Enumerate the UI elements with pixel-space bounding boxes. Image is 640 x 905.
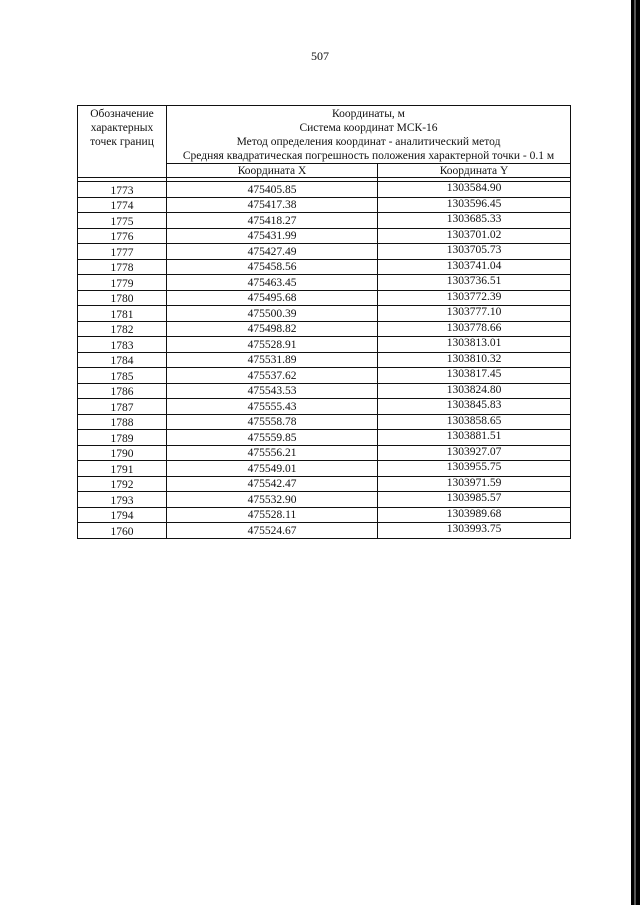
scan-edge bbox=[631, 0, 640, 905]
coord-x-cell: 475556.21 bbox=[167, 445, 378, 461]
coord-y-cell: 1303813.01 bbox=[378, 337, 571, 353]
coordinates-title: Координаты, м bbox=[332, 108, 405, 120]
coord-x-cell: 475495.68 bbox=[167, 290, 378, 306]
point-id-cell: 1789 bbox=[78, 430, 167, 446]
coord-x-cell: 475431.99 bbox=[167, 228, 378, 244]
table-row bbox=[78, 461, 571, 477]
table-row bbox=[78, 290, 571, 306]
coord-y-cell: 1303971.59 bbox=[378, 476, 571, 492]
coord-x-cell: 475463.45 bbox=[167, 275, 378, 291]
coord-x-header: Координата X bbox=[167, 164, 378, 178]
point-id-cell: 1787 bbox=[78, 399, 167, 415]
coord-x-cell: 475405.85 bbox=[167, 182, 378, 198]
coord-x-cell: 475498.82 bbox=[167, 321, 378, 337]
point-id-cell: 1791 bbox=[78, 461, 167, 477]
point-id-cell: 1775 bbox=[78, 213, 167, 229]
point-designation-line: Обозначение bbox=[90, 108, 154, 120]
determination-method: Метод определения координат - аналитический метод bbox=[236, 136, 501, 148]
coord-y-cell: 1303845.83 bbox=[378, 399, 571, 415]
table-row bbox=[78, 244, 571, 260]
table-row bbox=[78, 445, 571, 461]
coord-y-cell: 1303777.10 bbox=[378, 306, 571, 322]
coord-x-cell: 475528.91 bbox=[167, 337, 378, 353]
coordinate-system: Система координат МСК-16 bbox=[299, 122, 438, 134]
coord-y-cell: 1303596.45 bbox=[378, 197, 571, 213]
coord-x-cell: 475555.43 bbox=[167, 399, 378, 415]
coord-y-cell: 1303989.68 bbox=[378, 507, 571, 523]
coordinates-table bbox=[77, 105, 571, 539]
coord-y-cell: 1303810.32 bbox=[378, 352, 571, 368]
point-id-cell: 1774 bbox=[78, 197, 167, 213]
coord-x-cell: 475417.38 bbox=[167, 197, 378, 213]
coord-y-header: Координата Y bbox=[378, 164, 571, 178]
coord-x-cell: 475543.53 bbox=[167, 383, 378, 399]
coord-y-cell: 1303772.39 bbox=[378, 290, 571, 306]
table-row bbox=[78, 259, 571, 275]
table-row bbox=[78, 476, 571, 492]
table-row bbox=[78, 414, 571, 430]
coord-y-cell: 1303584.90 bbox=[378, 182, 571, 198]
point-id-cell: 1779 bbox=[78, 275, 167, 291]
point-id-cell: 1794 bbox=[78, 507, 167, 523]
coord-x-cell: 475528.11 bbox=[167, 507, 378, 523]
point-id-cell: 1784 bbox=[78, 352, 167, 368]
point-id-cell: 1790 bbox=[78, 445, 167, 461]
point-designation-line: характерных bbox=[90, 122, 154, 134]
point-id-cell: 1780 bbox=[78, 290, 167, 306]
page-number: 507 bbox=[311, 49, 329, 63]
table-row bbox=[78, 492, 571, 508]
point-designation-header bbox=[78, 106, 167, 178]
table-row bbox=[78, 275, 571, 291]
coord-x-cell: 475500.39 bbox=[167, 306, 378, 322]
table-row bbox=[78, 213, 571, 229]
coord-y-cell: 1303881.51 bbox=[378, 430, 571, 446]
point-id-cell: 1782 bbox=[78, 321, 167, 337]
coord-x-cell: 475558.78 bbox=[167, 414, 378, 430]
coord-x-cell: 475531.89 bbox=[167, 352, 378, 368]
point-id-cell: 1793 bbox=[78, 492, 167, 508]
point-designation-line: точек границ bbox=[90, 136, 154, 148]
coord-y-cell: 1303817.45 bbox=[378, 368, 571, 384]
coord-x-cell: 475537.62 bbox=[167, 368, 378, 384]
coord-y-cell: 1303705.73 bbox=[378, 244, 571, 260]
coordinates-header bbox=[167, 106, 571, 164]
table-row bbox=[78, 430, 571, 446]
table-row bbox=[78, 182, 571, 198]
coord-y-cell: 1303993.75 bbox=[378, 523, 571, 539]
table-row bbox=[78, 399, 571, 415]
table-row bbox=[78, 383, 571, 399]
coord-y-cell: 1303685.33 bbox=[378, 213, 571, 229]
coord-x-cell: 475532.90 bbox=[167, 492, 378, 508]
point-id-cell: 1788 bbox=[78, 414, 167, 430]
coord-y-cell: 1303778.66 bbox=[378, 321, 571, 337]
point-id-cell: 1786 bbox=[78, 383, 167, 399]
point-id-cell: 1777 bbox=[78, 244, 167, 260]
coord-x-cell: 475542.47 bbox=[167, 476, 378, 492]
point-id-cell: 1773 bbox=[78, 182, 167, 198]
coord-x-cell: 475524.67 bbox=[167, 523, 378, 539]
coord-x-cell: 475458.56 bbox=[167, 259, 378, 275]
coord-y-cell: 1303736.51 bbox=[378, 275, 571, 291]
coord-y-cell: 1303701.02 bbox=[378, 228, 571, 244]
table-row bbox=[78, 306, 571, 322]
table-body bbox=[78, 182, 571, 539]
coord-x-cell: 475418.27 bbox=[167, 213, 378, 229]
table-row bbox=[78, 352, 571, 368]
point-id-cell: 1785 bbox=[78, 368, 167, 384]
coord-y-cell: 1303824.80 bbox=[378, 383, 571, 399]
table-row bbox=[78, 337, 571, 353]
coord-y-cell: 1303858.65 bbox=[378, 414, 571, 430]
table-row bbox=[78, 368, 571, 384]
table-row bbox=[78, 228, 571, 244]
point-id-cell: 1792 bbox=[78, 476, 167, 492]
coord-y-cell: 1303741.04 bbox=[378, 259, 571, 275]
table-row bbox=[78, 507, 571, 523]
point-id-cell: 1776 bbox=[78, 228, 167, 244]
point-id-cell: 1778 bbox=[78, 259, 167, 275]
table-row bbox=[78, 523, 571, 539]
table-row bbox=[78, 321, 571, 337]
coord-y-cell: 1303955.75 bbox=[378, 461, 571, 477]
point-id-cell: 1783 bbox=[78, 337, 167, 353]
coord-x-cell: 475559.85 bbox=[167, 430, 378, 446]
coord-x-cell: 475427.49 bbox=[167, 244, 378, 260]
accuracy-note: Средняя квадратическая погрешность положения характерной точки - 0.1 м bbox=[182, 150, 555, 162]
point-id-cell: 1760 bbox=[78, 523, 167, 539]
coord-y-cell: 1303927.07 bbox=[378, 445, 571, 461]
table-header-row bbox=[78, 106, 571, 164]
point-id-cell: 1781 bbox=[78, 306, 167, 322]
table-row bbox=[78, 197, 571, 213]
coord-y-cell: 1303985.57 bbox=[378, 492, 571, 508]
coord-x-cell: 475549.01 bbox=[167, 461, 378, 477]
